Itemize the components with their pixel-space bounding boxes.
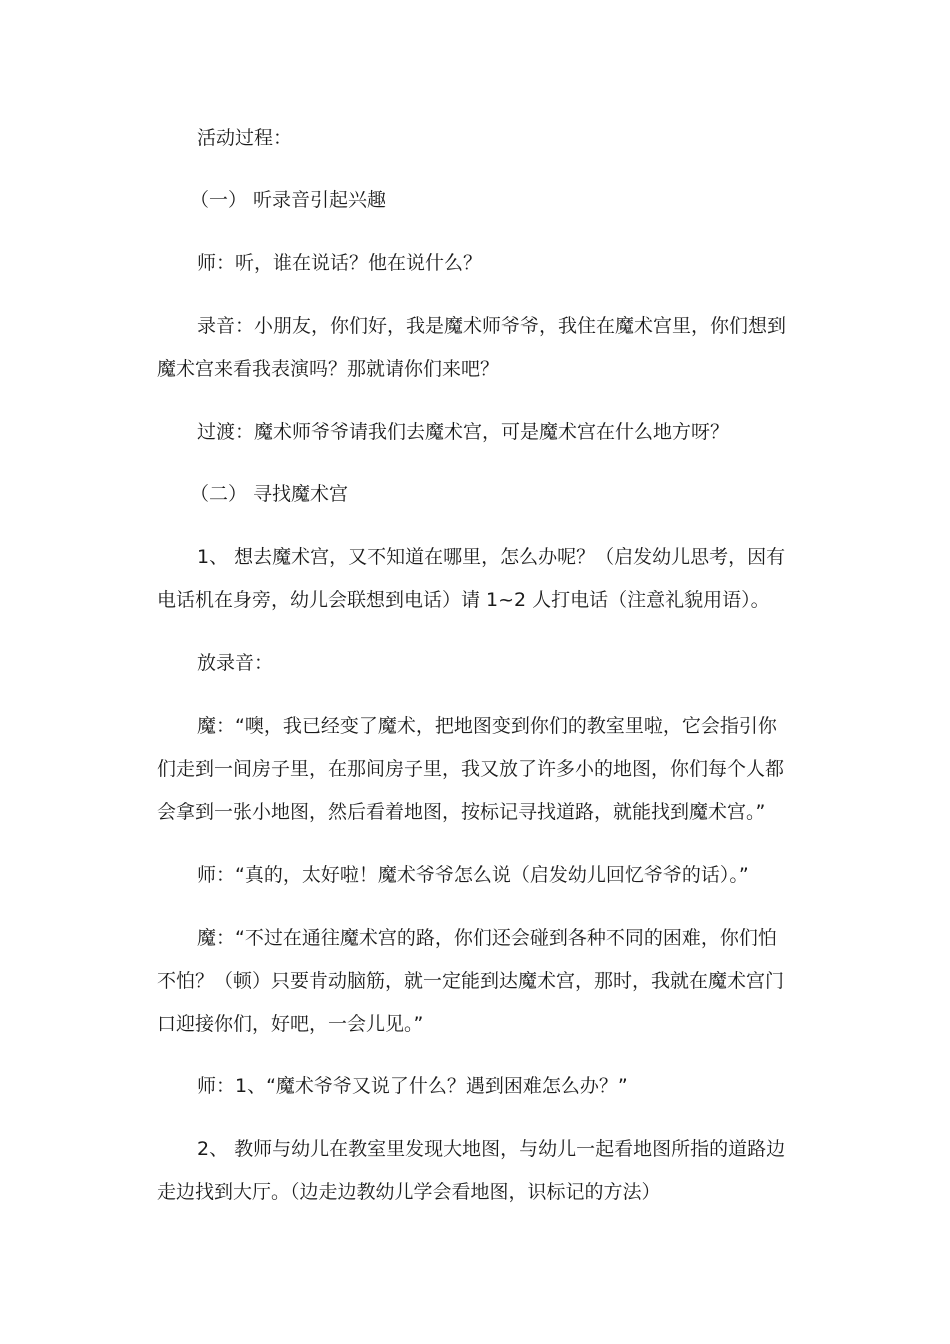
list-item-2-line-1: 2、 教师与幼儿在教室里发现大地图，与幼儿一起看地图所指的道路边 [197, 1138, 786, 1160]
paragraph-teacher-response: 师：“真的，太好啦！魔术爷爷怎么说（启发幼儿回忆爷爷的话）。” [197, 864, 749, 886]
section-heading-2: （二） 寻找魔术宫 [190, 483, 349, 505]
paragraph-recording-line-1: 录音：小朋友，你们好，我是魔术师爷爷，我住在魔术宫里，你们想到 [197, 315, 787, 337]
paragraph-magician-1-line-1: 魔：“噢，我已经变了魔术，把地图变到你们的教室里啦，它会指引你 [197, 715, 777, 737]
section-heading-1: （一） 听录音引起兴趣 [190, 189, 387, 211]
list-item-2-line-2: 走边找到大厅。（边走边教幼儿学会看地图，识标记的方法） [157, 1181, 661, 1203]
list-item-1-line-1: 1、 想去魔术宫，又不知道在哪里，怎么办呢？（启发幼儿思考，因有 [197, 546, 786, 568]
paragraph-magician-2-line-3: 口迎接你们，好吧，一会儿见。” [157, 1013, 424, 1035]
paragraph-transition: 过渡：魔术师爷爷请我们去魔术宫，可是魔术宫在什么地方呀？ [197, 421, 730, 443]
paragraph-magician-2-line-1: 魔：“不过在通往魔术宫的路，你们还会碰到各种不同的困难，你们怕 [197, 927, 777, 949]
paragraph-magician-1-line-3: 会拿到一张小地图，然后看着地图，按标记寻找道路，就能找到魔术宫。” [157, 801, 766, 823]
section-title-activity-process: 活动过程： [197, 127, 293, 149]
paragraph-magician-1-line-2: 们走到一间房子里，在那间房子里，我又放了许多小的地图，你们每个人都 [157, 758, 785, 780]
paragraph-teacher-question-2: 师：1、“魔术爷爷又说了什么？遇到困难怎么办？” [197, 1075, 628, 1097]
paragraph-magician-2-line-2: 不怕？（顿）只要肯动脑筋，就一定能到达魔术宫，那时，我就在魔术宫门 [157, 970, 785, 992]
paragraph-recording-line-2: 魔术宫来看我表演吗？那就请你们来吧？ [157, 358, 500, 380]
paragraph-teacher-question: 师：听，谁在说话？他在说什么？ [197, 252, 483, 274]
paragraph-play-recording: 放录音： [197, 652, 274, 674]
list-item-1-line-2: 电话机在身旁，幼儿会联想到电话）请 1~2 人打电话（注意礼貌用语）。 [157, 589, 770, 611]
